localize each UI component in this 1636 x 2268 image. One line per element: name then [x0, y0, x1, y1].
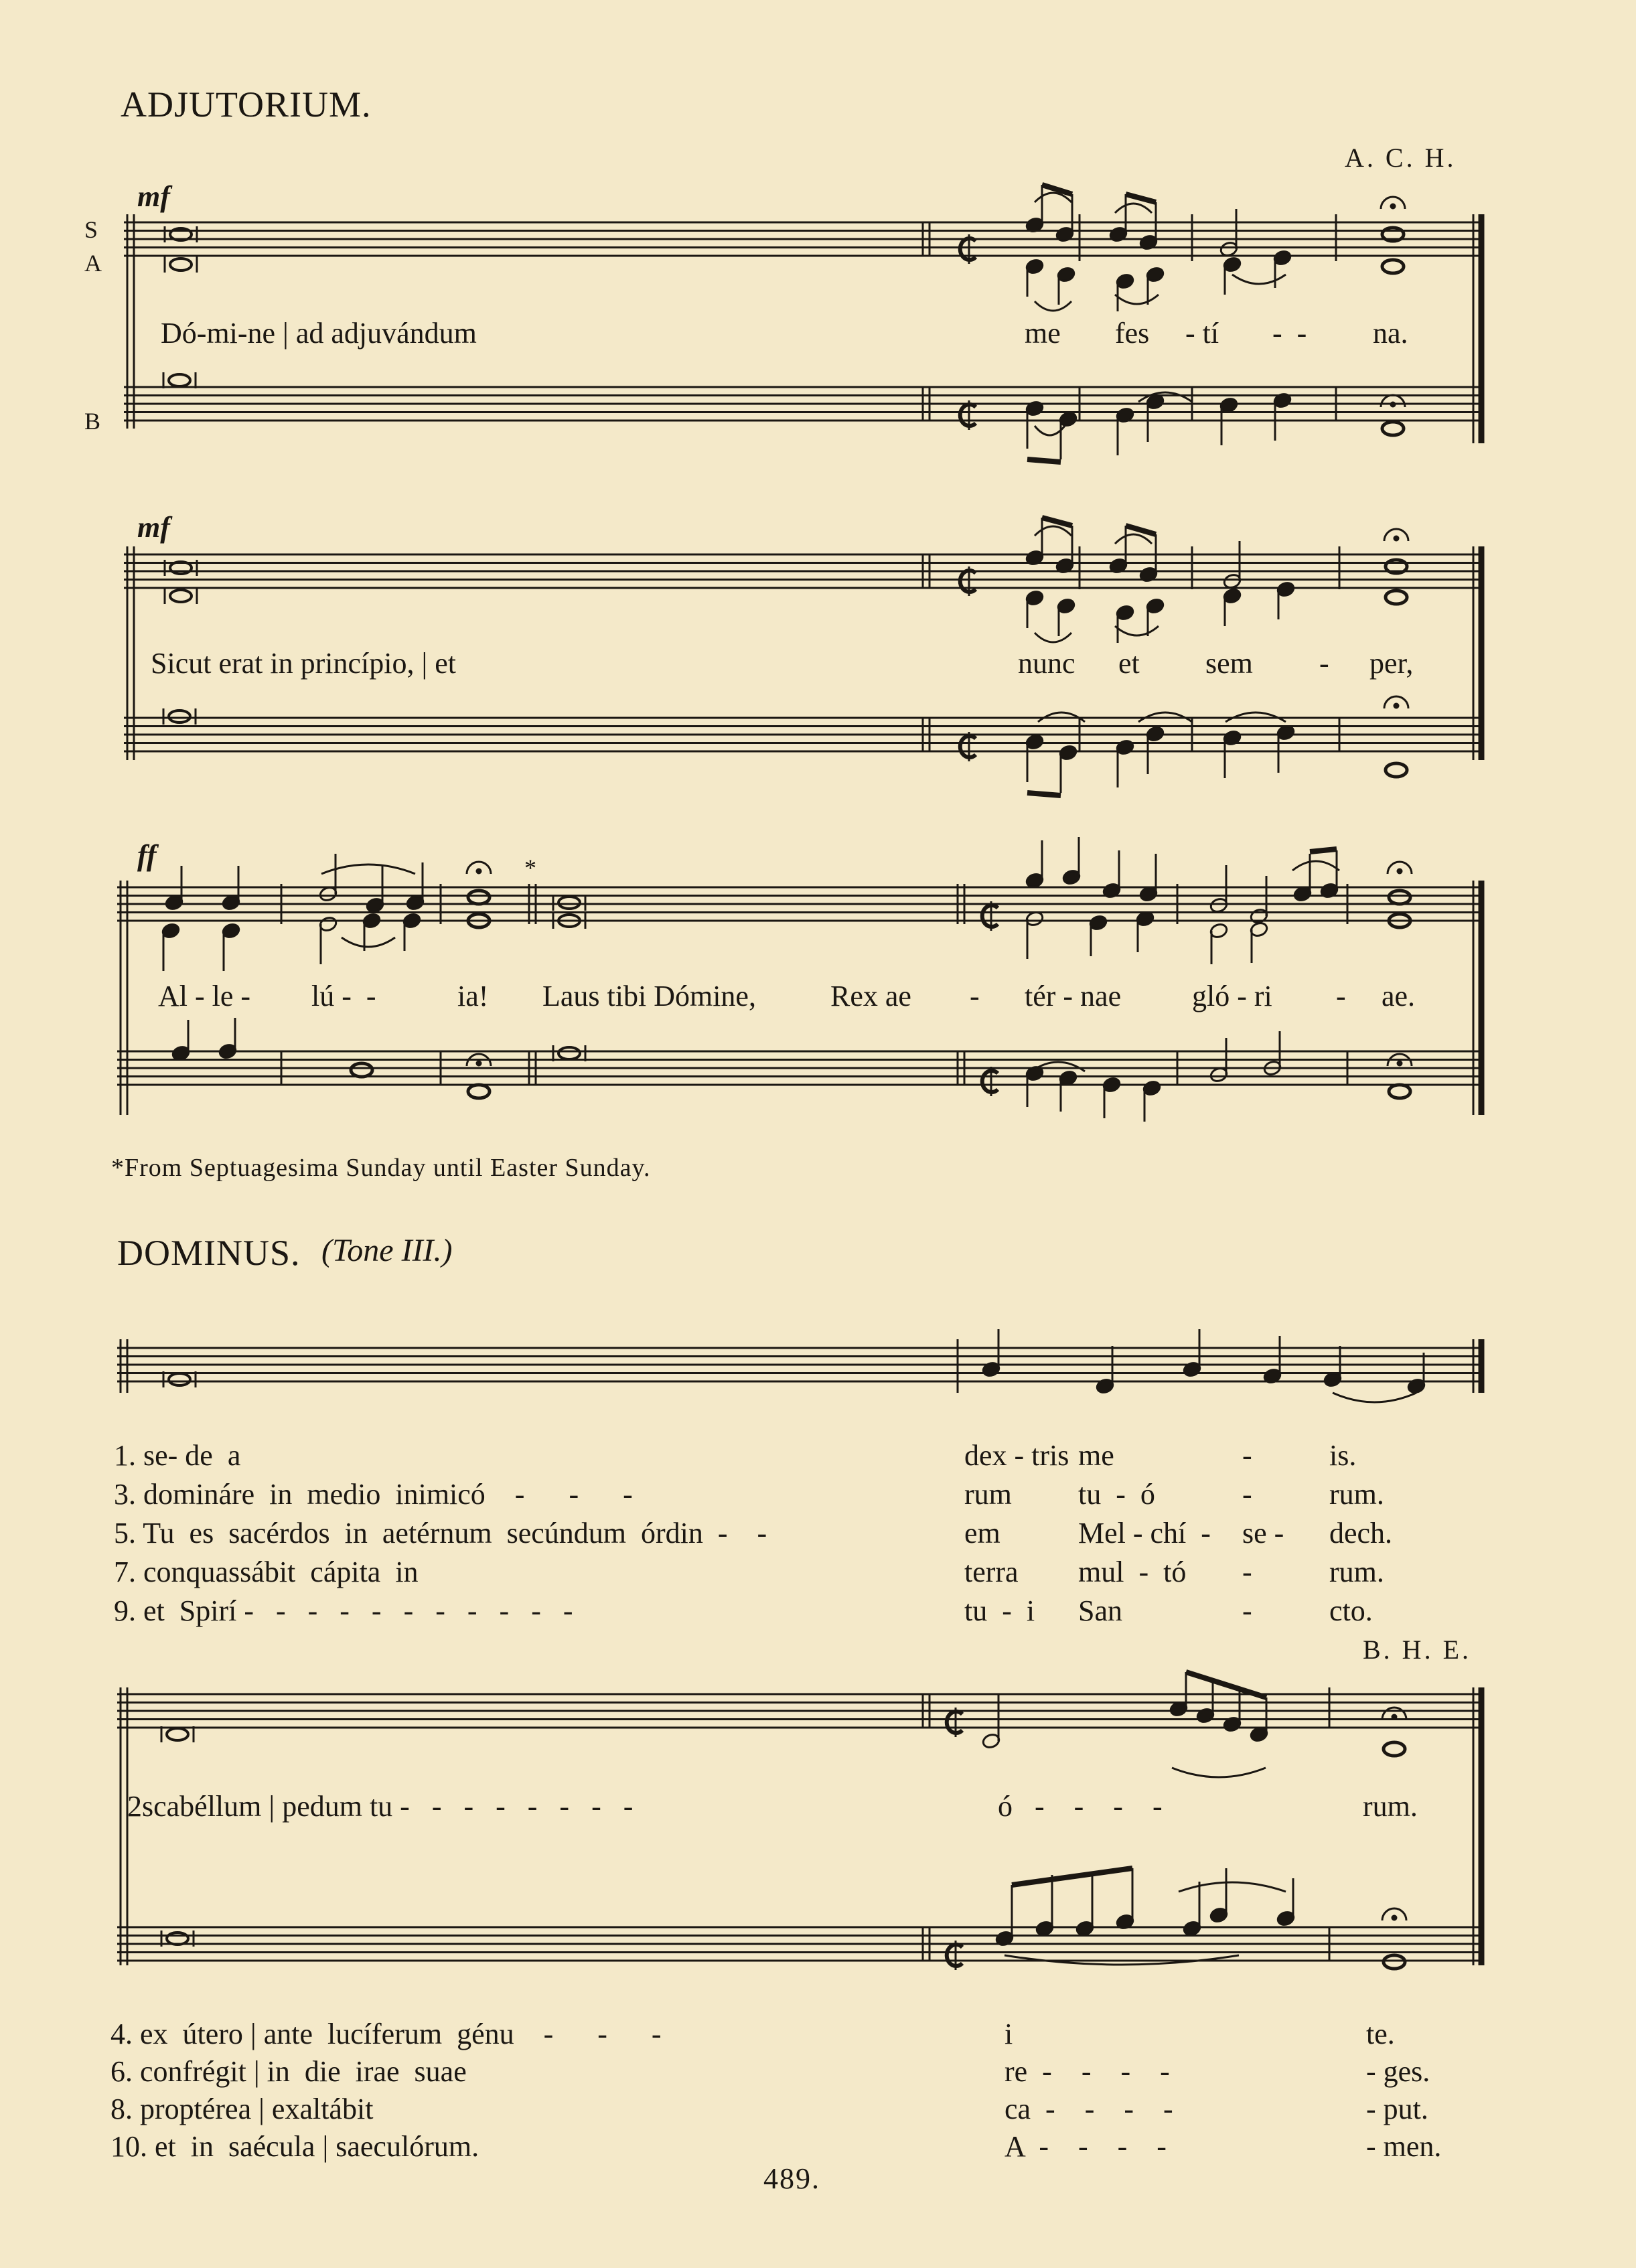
adjutorium-credit: A. C. H. [1345, 143, 1457, 173]
verse-end-3: rum. [1329, 1478, 1384, 1511]
lyric-nunc: nunc [1018, 647, 1075, 680]
breve-note [167, 1933, 188, 1945]
common-time [960, 404, 976, 426]
whole-note [1389, 1085, 1410, 1098]
verse-end-10: - men. [1366, 2130, 1442, 2163]
verse-end-5: dech. [1329, 1517, 1393, 1549]
verse-col3-5: se - [1242, 1517, 1284, 1549]
verse-end-4: te. [1366, 2018, 1395, 2050]
breve-note [170, 258, 192, 271]
verse-text-8: 8. proptérea | exaltábit [110, 2093, 374, 2125]
verse-text-10: 10. et in saécula | saeculórum. [110, 2130, 479, 2163]
note-beam [1012, 1868, 1132, 1885]
slur [1138, 392, 1192, 402]
note-beam [1126, 526, 1156, 534]
verse-end-6: - ges. [1366, 2055, 1430, 2088]
slur [1035, 633, 1071, 642]
slur [1115, 295, 1159, 304]
slur [1172, 1768, 1266, 1777]
whole-note [1389, 891, 1410, 904]
fermata [1394, 704, 1398, 708]
verse-mid-4: i [1005, 2018, 1013, 2050]
breve-note [559, 897, 580, 909]
verse-text-4: 4. ex útero | ante lucíferum génu - - - [110, 2018, 662, 2050]
fermata [1392, 1715, 1396, 1719]
common-time [960, 736, 976, 757]
breve-note [169, 710, 190, 723]
verse-col2-5: Mel - chí - [1078, 1517, 1211, 1549]
verse-col2-7: mul - tó [1078, 1556, 1187, 1588]
breve-note [169, 1373, 190, 1385]
lyric-per: per, [1369, 647, 1414, 680]
lyric-dash-2: - [1336, 980, 1346, 1012]
verse-mid-6: re - - - - [1005, 2055, 1170, 2088]
fermata [1394, 536, 1398, 540]
verse-text-6: 6. confrégit | in die irae suae [110, 2055, 467, 2088]
lyric-glo-ri: gló - ri [1192, 980, 1272, 1012]
lyric-lu: lú - - [311, 980, 376, 1012]
lyric-ae: ae. [1382, 980, 1416, 1012]
fermata [1398, 1061, 1402, 1065]
verse2-mid: ó - - - - [998, 1790, 1163, 1823]
whole-note [468, 891, 490, 904]
verse-col3-3: - [1242, 1478, 1252, 1511]
page-number: 489. [763, 2162, 820, 2195]
verse2-end: rum. [1363, 1790, 1418, 1823]
part-label-alto: A [84, 250, 102, 277]
verse-text-3: 3. domináre in medio inimicó - - - [114, 1478, 633, 1511]
verse-text-5: 5. Tu es sacérdos in aetérnum secúndum órdin - - [114, 1517, 767, 1549]
whole-note [1382, 260, 1404, 273]
lyric-al-le: Al - le - [158, 980, 251, 1012]
breve-note [170, 590, 192, 602]
common-time [982, 1071, 998, 1092]
note-beam [1027, 459, 1061, 462]
note-beam [1042, 518, 1072, 526]
dominus-credit: B. H. E. [1363, 1635, 1471, 1665]
slur [1115, 534, 1152, 544]
verse-col3-7: - [1242, 1556, 1252, 1588]
lyric-fes: fes [1115, 317, 1150, 350]
dynamic-mf-2: mf [137, 511, 170, 544]
note-beam [1126, 194, 1156, 202]
verse-col2-9: San [1078, 1594, 1122, 1627]
lyric-laus-tibi: Laus tibi Dómine, [542, 980, 756, 1012]
breve-note [559, 1047, 580, 1059]
dynamic-mf-1: mf [137, 180, 170, 213]
whole-note [1384, 1955, 1405, 1969]
whole-note [1386, 591, 1407, 604]
slur [1115, 626, 1159, 635]
breve-note [167, 1728, 188, 1740]
fermata [1398, 869, 1402, 873]
verse-text-9: 9. et Spirí - - - - - - - - - - - [114, 1594, 573, 1627]
adjutorium-title: ADJUTORIUM. [121, 84, 372, 125]
lyric-et: et [1118, 647, 1140, 680]
slur [1292, 861, 1339, 871]
fermata [477, 1061, 481, 1065]
verse-text-1: 1. se- de a [114, 1439, 241, 1472]
slur [1232, 275, 1286, 284]
slur [1179, 1882, 1286, 1892]
common-time [947, 1712, 962, 1733]
lyric-ia: ia! [457, 980, 489, 1012]
fermata [1391, 402, 1395, 406]
verse-col2-1: me [1078, 1439, 1114, 1472]
whole-note [1384, 1742, 1405, 1756]
lyric-dash: - [1319, 647, 1329, 680]
whole-note [1382, 422, 1404, 435]
verse-col1-3: rum [964, 1478, 1012, 1511]
asterisk-mark: * [524, 854, 536, 881]
dominus-title: DOMINUS. [117, 1233, 301, 1273]
lyric-ter-nae: tér - nae [1025, 980, 1122, 1012]
slur [342, 937, 395, 947]
dominus-tone: (Tone III.) [321, 1233, 453, 1268]
whole-note [351, 1063, 372, 1077]
verse-col3-1: - [1242, 1439, 1252, 1472]
lyric-na: na. [1373, 317, 1408, 350]
verse-end-9: cto. [1329, 1594, 1373, 1627]
note-beam [1027, 793, 1061, 796]
verse-end-8: - put. [1366, 2093, 1428, 2125]
slur [1115, 204, 1152, 213]
lyric-domine-recit: Dó-mi-ne | ad adjuvándum [161, 317, 477, 350]
lyric-sicut-recit: Sicut erat in princípio, | et [151, 647, 457, 680]
slur [1333, 1393, 1416, 1402]
verse-col2-3: tu - ó [1078, 1478, 1155, 1511]
common-time [947, 1945, 962, 1966]
slur [1035, 301, 1071, 311]
lyric-dash-1: - [970, 980, 980, 1012]
slur [1035, 526, 1071, 536]
lyric-sem: sem [1205, 647, 1253, 680]
verse-text-7: 7. conquassábit cápita in [114, 1556, 419, 1588]
verse-mid-10: A - - - - [1005, 2130, 1167, 2163]
verse-col1-1: dex - tris [964, 1439, 1069, 1472]
verse-col3-9: - [1242, 1594, 1252, 1627]
lyric-dashes: - - [1272, 317, 1307, 350]
lyric-ti: - tí [1185, 317, 1219, 350]
fermata [477, 869, 481, 873]
lyric-me: me [1025, 317, 1061, 350]
note-beam [1310, 849, 1337, 852]
verse-end-7: rum. [1329, 1556, 1384, 1588]
whole-note [1386, 763, 1407, 777]
part-label-soprano: S [84, 216, 98, 243]
verse-col1-9: tu - i [964, 1594, 1035, 1627]
footnote: *From Septuagesima Sunday until Easter Sunday. [111, 1154, 651, 1182]
verse-col1-5: em [964, 1517, 1000, 1549]
part-label-bass: B [84, 408, 101, 435]
verse-end-1: is. [1329, 1439, 1357, 1472]
verse-col1-7: terra [964, 1556, 1019, 1588]
fermata [1391, 204, 1395, 208]
verse-mid-8: ca - - - - [1005, 2093, 1173, 2125]
breve-note [169, 374, 190, 386]
common-time [982, 905, 998, 927]
dynamic-ff: ff [137, 839, 157, 872]
fermata [1392, 1916, 1396, 1920]
lyric-rex-ae: Rex ae [830, 980, 911, 1012]
whole-note [468, 1085, 490, 1098]
verse2-text: 2scabéllum | pedum tu - - - - - - - - [127, 1790, 634, 1823]
